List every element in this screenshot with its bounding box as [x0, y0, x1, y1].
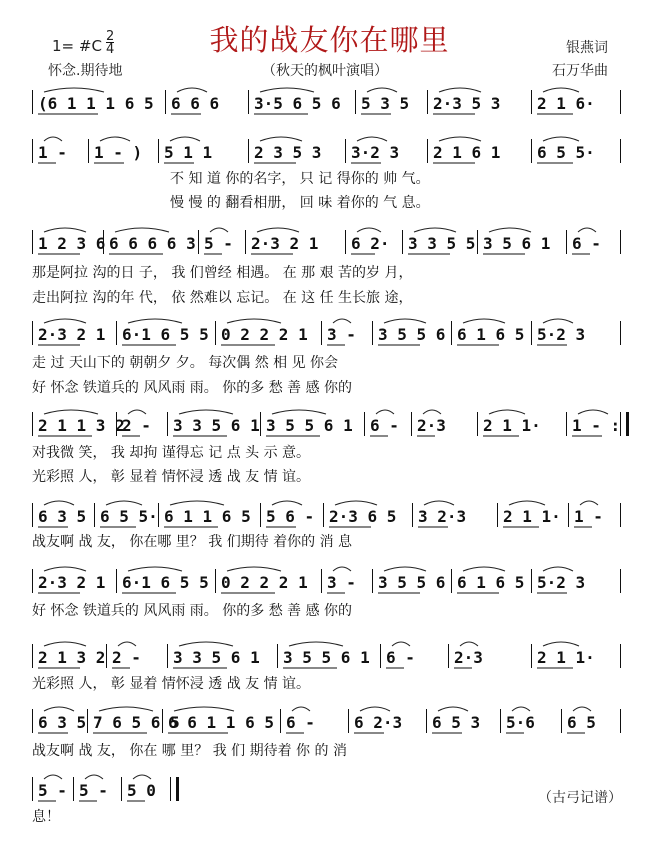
barline — [372, 321, 373, 345]
slur-arc — [118, 642, 136, 646]
barline — [167, 412, 168, 436]
barline — [531, 569, 532, 593]
measure-notes: 2·3 — [417, 416, 446, 435]
barline — [116, 569, 117, 593]
measure-notes: 5·6 — [506, 713, 535, 732]
barline — [411, 412, 412, 436]
barline — [345, 139, 346, 163]
slur-arc — [44, 642, 86, 646]
measure-notes: 3 5 5 6 — [378, 573, 446, 592]
measure-notes: 1 2 3 6 — [38, 234, 106, 253]
slur-arc — [543, 137, 579, 141]
slur-arc — [44, 501, 74, 505]
slur-arc — [438, 707, 468, 711]
measure-notes: 2·3 6 5 — [329, 507, 397, 526]
slur-arc — [44, 567, 86, 571]
slur-arc — [578, 228, 596, 232]
slur-arc — [367, 88, 397, 92]
barline — [158, 139, 159, 163]
slur-arc — [106, 501, 142, 505]
barline — [620, 503, 621, 527]
measure-notes: 7 6 5 6 5 — [93, 713, 180, 732]
barline — [451, 569, 452, 593]
slur-arc — [44, 707, 74, 711]
measure-notes: 1 - ) — [94, 143, 143, 162]
barline — [323, 503, 324, 527]
slur-arc — [170, 137, 200, 141]
measure-notes: 6·1 6 5 5 — [122, 325, 209, 344]
measure-notes: 3 5 5 6 — [378, 325, 446, 344]
barline — [32, 503, 33, 527]
measure-notes: 6 6 1 1 6 5 — [168, 713, 274, 732]
slur-arc — [509, 501, 545, 505]
slur-arc — [289, 642, 343, 646]
lyric-line: 对我微 笑， 我 却拘 谨得忘 记 点 头 示 意。 — [32, 445, 311, 461]
barline — [32, 709, 33, 733]
barline — [215, 321, 216, 345]
measure-notes: 3 5 5 6 1 — [283, 648, 370, 667]
measure-notes: 2 1 1· — [537, 648, 595, 667]
measure-notes: 6 - — [386, 648, 415, 667]
barline — [451, 321, 452, 345]
measure-notes: 1 - : — [572, 416, 621, 435]
measure-notes: 6 5 3 — [432, 713, 481, 732]
measure-notes: 2 1 1 3 2 — [38, 416, 125, 435]
measure-notes: 2·3 5 3 — [433, 94, 501, 113]
barline — [277, 644, 278, 668]
measure-notes: 3 2·3 — [418, 507, 467, 526]
slur-arc — [44, 88, 104, 92]
measure-notes: 2 - — [122, 416, 151, 435]
measure-notes: 3 - — [327, 573, 356, 592]
slur-arc — [272, 410, 326, 414]
barline — [620, 90, 621, 114]
measure-notes: 2 3 5 3 — [254, 143, 322, 162]
barline — [372, 569, 373, 593]
lyric-line: 光彩照 人， 彰 显着 情怀浸 透 战 友 情 谊。 — [32, 676, 311, 692]
barline — [620, 321, 621, 345]
slur-arc — [179, 410, 233, 414]
slur-arc — [260, 137, 302, 141]
slur-arc — [392, 642, 410, 646]
barline — [568, 503, 569, 527]
barline — [32, 644, 33, 668]
barline — [561, 709, 562, 733]
barline — [531, 139, 532, 163]
barline — [500, 709, 501, 733]
slur-arc — [439, 137, 481, 141]
slur-arc — [357, 137, 387, 141]
slur-arc — [543, 88, 579, 92]
tempo-mark: 怀念.期待地 — [48, 63, 123, 79]
measure-notes: 5·2 3 — [537, 573, 586, 592]
barline — [345, 230, 346, 254]
measure-notes: (6 1 1 1 6 5 — [38, 94, 154, 113]
measure-notes: 6 - — [286, 713, 315, 732]
measure-notes: 3 5 5 6 1 — [266, 416, 353, 435]
barline — [248, 139, 249, 163]
measure-notes: 6 - — [370, 416, 399, 435]
slur-arc — [463, 319, 505, 323]
slur-arc — [333, 567, 351, 571]
measure-notes: 6 6 6 — [171, 94, 220, 113]
barline — [620, 569, 621, 593]
measure-notes: 5·2 3 — [537, 325, 586, 344]
lyric-line: 好 怀念 铁道兵的 风风雨 雨。 你的多 愁 善 感 你的 — [32, 380, 353, 396]
barline — [32, 321, 33, 345]
measure-notes: 1 - — [38, 143, 67, 162]
slur-arc — [44, 228, 86, 232]
barline — [198, 230, 199, 254]
lyric-line: 好 怀念 铁道兵的 风风雨 雨。 你的多 愁 善 感 你的 — [32, 603, 353, 619]
slur-arc — [384, 319, 426, 323]
slur-arc — [512, 707, 530, 711]
barline — [348, 709, 349, 733]
measure-notes: 3 - — [327, 325, 356, 344]
barline — [531, 321, 532, 345]
measure-notes: 6 1 1 6 5 — [164, 507, 251, 526]
barline — [165, 90, 166, 114]
barline — [402, 230, 403, 254]
slur-arc — [174, 707, 234, 711]
slur-arc — [115, 228, 169, 232]
slur-arc — [44, 775, 62, 779]
slur-arc — [439, 88, 481, 92]
slur-arc — [128, 410, 146, 414]
slur-arc — [578, 410, 608, 414]
composer: 石万华曲 — [552, 63, 608, 79]
slur-arc — [460, 642, 478, 646]
lyric-line: 不 知 道 你的名字， 只 记 得你的 帅 气。 — [170, 171, 430, 187]
measure-notes: 6 - — [572, 234, 601, 253]
barline — [167, 644, 168, 668]
slur-arc — [179, 642, 233, 646]
slur-arc — [580, 501, 598, 505]
measure-notes: 5 - — [79, 781, 108, 800]
barline — [94, 503, 95, 527]
barline — [260, 503, 261, 527]
measure-notes: 6 1 6 5 — [457, 325, 525, 344]
barline — [620, 139, 621, 163]
barline — [531, 644, 532, 668]
measure-notes: 3 3 5 6 1 — [173, 648, 260, 667]
measure-notes: 2·3 2 1 — [251, 234, 319, 253]
measure-notes: 3 3 5 5 — [408, 234, 476, 253]
barline — [88, 139, 89, 163]
lyric-line: 走 过 天山下的 朝朝夕 夕。 每次偶 然 相 见 你会 — [32, 355, 339, 371]
measure-notes: 5 - — [204, 234, 233, 253]
slur-arc — [272, 501, 302, 505]
measure-notes: 6 3 5 — [38, 507, 87, 526]
barline — [106, 644, 107, 668]
slur-arc — [489, 228, 531, 232]
barline — [32, 230, 33, 254]
slur-arc — [128, 319, 182, 323]
slur-arc — [210, 228, 228, 232]
barline — [248, 90, 249, 114]
subtitle: （秋天的枫叶演唱） — [262, 63, 388, 79]
barline — [426, 709, 427, 733]
measure-notes: 6 6 6 6 3 — [109, 234, 196, 253]
time-signature-top: 2 — [106, 29, 115, 44]
barline — [280, 709, 281, 733]
slur-arc — [128, 567, 182, 571]
lyric-line: 走出阿拉 沟的年 代， 依 然难以 忘记。 在 这 任 生长旅 途， — [32, 290, 413, 306]
barline — [355, 90, 356, 114]
repeat-barline — [626, 412, 629, 436]
slur-arc — [543, 642, 579, 646]
measure-notes: 2 1 6· — [537, 94, 595, 113]
slur-arc — [44, 319, 86, 323]
barline — [215, 569, 216, 593]
measure-notes: 6 3 5 — [38, 713, 87, 732]
slur-arc — [133, 775, 151, 779]
slur-arc — [424, 501, 454, 505]
slur-arc — [376, 410, 394, 414]
measure-notes: 5 3 5 — [361, 94, 410, 113]
barline — [412, 503, 413, 527]
measure-notes: 6 2·3 — [354, 713, 403, 732]
measure-notes: 5 6 - — [266, 507, 315, 526]
measure-notes: 2 1 1· — [483, 416, 541, 435]
slur-arc — [85, 775, 103, 779]
barline — [620, 644, 621, 668]
measure-notes: 3·5 6 5 6 — [254, 94, 341, 113]
lyricist: 银燕词 — [566, 40, 608, 56]
barline — [32, 90, 33, 114]
slur-arc — [360, 707, 390, 711]
measure-notes: 1 - — [574, 507, 603, 526]
measure-notes: 3 3 5 6 1 — [173, 416, 260, 435]
barline — [170, 777, 171, 801]
measure-notes: 6 5 — [567, 713, 596, 732]
measure-notes: 6·1 6 5 5 — [122, 573, 209, 592]
measure-notes: 5 - — [38, 781, 67, 800]
barline — [566, 412, 567, 436]
measure-notes: 5 0 — [127, 781, 156, 800]
measure-notes: 2 1 6 1 — [433, 143, 501, 162]
barline — [321, 321, 322, 345]
barline — [477, 412, 478, 436]
slur-arc — [423, 410, 441, 414]
slur-arc — [44, 410, 98, 414]
lyric-line: 战友啊 战 友， 你在 哪 里？ 我 们 期待着 你 的 消 — [32, 743, 347, 759]
barline — [620, 230, 621, 254]
barline — [158, 503, 159, 527]
barline — [260, 412, 261, 436]
lyric-line: 息！ — [32, 809, 60, 825]
barline — [380, 644, 381, 668]
measure-notes: 3·2 3 — [351, 143, 400, 162]
measure-notes: 2 1 3 2 — [38, 648, 106, 667]
final-barline — [176, 777, 179, 801]
measure-notes: 2·3 2 1 — [38, 573, 106, 592]
slur-arc — [292, 707, 310, 711]
slur-arc — [260, 88, 314, 92]
measure-notes: 6 5 5· — [537, 143, 595, 162]
lyric-line: 那是阿拉 沟的日 子， 我 们曾经 相遇。 在 那 艰 苦的岁 月， — [32, 265, 413, 281]
slur-arc — [333, 319, 351, 323]
song-title: 我的战友你在哪里 — [209, 23, 450, 57]
barline — [497, 503, 498, 527]
barline — [448, 644, 449, 668]
slur-arc — [414, 228, 456, 232]
lyric-line: 光彩照 人， 彰 显着 情怀浸 透 战 友 情 谊。 — [32, 469, 311, 485]
slur-arc — [543, 567, 573, 571]
barline — [245, 230, 246, 254]
barline — [87, 709, 88, 733]
slur-arc — [463, 567, 505, 571]
key-signature: 1= #C — [52, 37, 102, 55]
barline — [531, 90, 532, 114]
slur-arc — [99, 707, 153, 711]
measure-notes: 2·3 2 1 — [38, 325, 106, 344]
measure-notes: 5 1 1 — [164, 143, 213, 162]
measure-notes: 2·3 — [454, 648, 483, 667]
slur-arc — [170, 501, 224, 505]
barline — [32, 569, 33, 593]
slur-arc — [100, 137, 130, 141]
measure-notes: 0 2 2 2 1 — [221, 573, 308, 592]
barline — [427, 90, 428, 114]
slur-arc — [257, 228, 299, 232]
slur-arc — [489, 410, 525, 414]
time-signature-bottom: 4 — [106, 42, 115, 57]
measure-notes: 3 5 6 1 — [483, 234, 551, 253]
measure-notes: 6 5 5· — [100, 507, 158, 526]
barline — [121, 777, 122, 801]
slur-arc — [573, 707, 591, 711]
barline — [73, 777, 74, 801]
slur-arc — [543, 319, 573, 323]
measure-notes: 2 1 1· — [503, 507, 561, 526]
lyric-line: 战友啊 战 友， 你在哪 里？ 我 们期待 着你的 消 息 — [32, 534, 353, 550]
slur-arc — [44, 137, 62, 141]
barline — [32, 139, 33, 163]
barline — [566, 230, 567, 254]
barline — [32, 777, 33, 801]
lyric-line: 慢 慢 的 翻看相册， 回 味 着你的 气 息。 — [170, 195, 430, 211]
slur-arc — [357, 228, 381, 232]
measure-notes: 6 1 6 5 — [457, 573, 525, 592]
barline — [32, 412, 33, 436]
measure-notes: 6 2· — [351, 234, 390, 253]
barline — [477, 230, 478, 254]
measure-notes: 2 - — [112, 648, 141, 667]
barline — [364, 412, 365, 436]
barline — [116, 321, 117, 345]
slur-arc — [335, 501, 377, 505]
measure-notes: 0 2 2 2 1 — [221, 325, 308, 344]
barline — [427, 139, 428, 163]
slur-arc — [227, 319, 281, 323]
barline — [321, 569, 322, 593]
recorder-credit: （古弓记谱） — [538, 790, 622, 806]
slur-arc — [384, 567, 426, 571]
barline — [620, 709, 621, 733]
slur-arc — [177, 88, 207, 92]
slur-arc — [227, 567, 281, 571]
